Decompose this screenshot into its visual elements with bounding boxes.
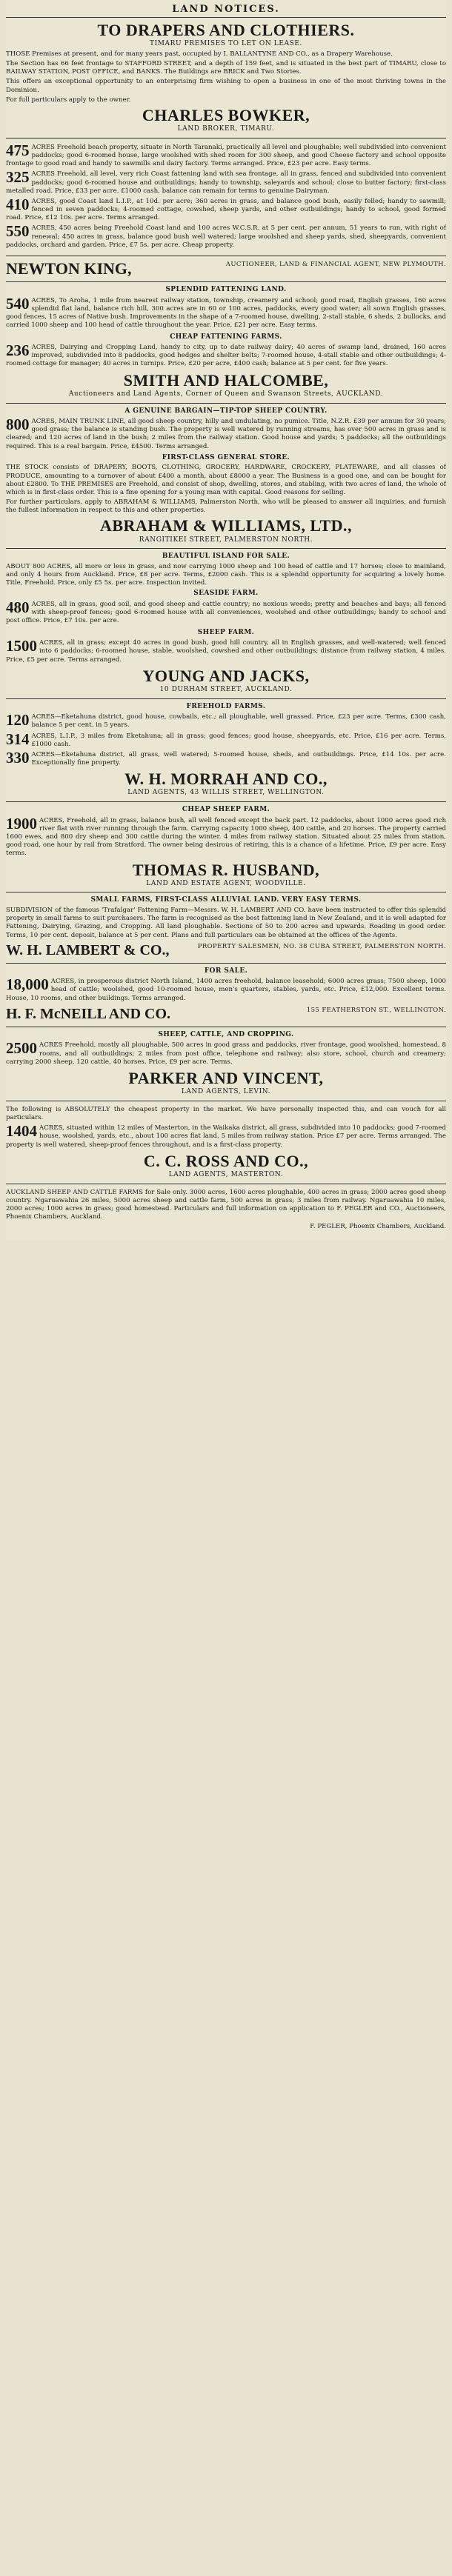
listing xyxy=(6,817,446,858)
listing-text: ACRES—Eketahuna district, all grass, well watered; 5-roomed house, sheds, and outbuildings. Price, £14 10s. per acre. Exceptionally fine property. xyxy=(31,750,446,767)
agent-name: W. H. MORRAH AND CO., xyxy=(124,770,328,789)
agent-address: PROPERTY SALESMEN, NO. 38 CUBA STREET, PALMERSTON NORTH. xyxy=(197,942,446,950)
listing-acres: 480 xyxy=(6,601,30,617)
ad-paragraph: SUBDIVISION of the famous 'Trafalgar' Fattening Farm—Messrs. W. H. LAMBERT AND CO. have been instructed to offer this splendid property in small farms to suit purchasers. The farm is recognised as the best fattening land in New Zealand, and it is well adapted for Fattening, Dairying, Grazing, and Cropping. All land ploughable. Sections of 50 to 200 acres and upwards. Roading in good order. Terms, 10 per cent. deposit, balance at 5 per cent. Plans and full particulars can be obtained at the offices of the Agents. xyxy=(6,907,446,939)
agent-row xyxy=(6,259,446,278)
listing-acres: 800 xyxy=(6,418,30,434)
agent-name: CHARLES BOWKER, xyxy=(142,105,310,124)
agent-name: C. C. ROSS AND CO., xyxy=(143,1151,309,1170)
ad-paragraph: AUCKLAND SHEEP AND CATTLE FARMS for Sale only. 3000 acres, 1600 acres ploughable, 400 acres in grass; 2000 acres good sheep country. Ngaruawahia 26 miles, 5000 acres sheep and cattle farm, 500 acres in grass; 3 miles from railway. Ngaruawahia 10 miles, 2000 acres; 1000 acres in grass; good homestead. Particulars and full information on application to F. PEGLER and CO., Auctioneers, Phoenix Chambers, Auckland. xyxy=(6,1188,446,1221)
ad-paragraph: For full particulars apply to the owner. xyxy=(6,96,131,104)
listing xyxy=(6,297,446,330)
ad-heading: FREEHOLD FARMS. xyxy=(186,702,266,710)
agent-row xyxy=(6,941,446,959)
listing-text: ACRES, Dairying and Cropping Land, handy to city, up to date railway dairy; 40 acres of swamp land, drained, 160 acres improved, subdivided into 8 paddocks, good hedges and shelter belts; 7-roomed house, 4-stall stable and other outbuildings; 4-roomed cottage for manager; 40 acres in turnips. Price, £20 per acre, £400 cash; balance at 5 per cent. for five years. xyxy=(6,344,446,368)
ad-heading: SMALL FARMS, FIRST-CLASS ALLUVIAL LAND. VERY EASY TERMS. xyxy=(90,896,362,904)
listing xyxy=(6,344,446,369)
listing xyxy=(6,639,446,664)
listing xyxy=(6,198,446,223)
listing-text: ACRES—Eketahuna district, good house, cowbails, etc.; all ploughable, well grassed. Price, £23 per acre. Terms, £300 cash, balance 5 per cent. in 5 years. xyxy=(31,713,446,730)
listing xyxy=(6,978,446,1003)
listing-acres: 314 xyxy=(6,732,30,748)
ad-morrah xyxy=(6,699,446,803)
ad-newton-king xyxy=(6,256,446,404)
ad-heading: FIRST-CLASS GENERAL STORE. xyxy=(162,453,290,461)
ad-ross xyxy=(6,1101,446,1184)
listing-acres: 1900 xyxy=(6,816,37,832)
ad-title: TO DRAPERS AND CLOTHIERS. xyxy=(97,21,355,39)
divider xyxy=(6,281,446,282)
ad-mcneill xyxy=(6,964,446,1027)
agent-address: 155 FEATHERSTON ST., WELLINGTON. xyxy=(306,1006,446,1014)
listing xyxy=(6,144,446,169)
agent-name: NEWTON KING, xyxy=(6,258,132,278)
listing-acres: 1404 xyxy=(6,1124,37,1141)
listing-text: ACRES, 450 acres being Freehold Coast land and 100 acres W.C.S.R. at 5 per cent. per annum, 51 years to run, with right of renewal; 450 acres in grass, balance good bush well watered; large woolshed and sheep yards, shed, sheepyards, convenient paddocks, orchard and garden. Price, £7 5s. per acre. Cheap property. xyxy=(6,224,446,249)
ad-heading: CHEAP FATTENING FARMS. xyxy=(170,333,282,341)
ad-heading: FOR SALE. xyxy=(204,967,248,975)
listing xyxy=(6,224,446,250)
listing-text: ACRES, MAIN TRUNK LINE, all good sheep country, hilly and undulating, no pumice. Title, N.Z.R. £39 per annum for 30 years; good grass; the balance is standing bush. The property is well watered by running streams, has over 500 acres in grass and is cleared; and 120 acres of land in the bush; 2 miles from the railway station. Good house and yards; 5 paddocks; all the outbuildings required. This is a real bargain. Price, £4500. Terms arranged. xyxy=(6,418,446,450)
ad-paragraph: This offers an exceptional opportunity to an enterprising firm wishing to open a business in one of the most thriving towns in the Dominion. xyxy=(6,78,446,94)
listing-text: ACRES, Freehold, all in grass, balance bush, all well fenced except the back part. 12 paddocks, about 1000 acres good rich river flat with river running through the farm. Carrying capacity 1000 sheep, 400 cattle, and 20 horses. The property carried 1600 ewes, and 800 dry sheep and 300 cattle during the winter. 4 miles from railway station. Situated about 25 miles from station, good road, one hour by rail from Stratford. The owner being desirous of retiring, this is a chance of a lifetime. Price, £9 per acre. Easy terms. xyxy=(6,816,446,858)
listing-text: ACRES, in prosperous district North Island, 1400 acres freehold, balance leasehold; 6000 acres grass; 7500 sheep, 1000 head of cattle; woolshed, good 10-roomed house, men's quarters, stables, yards, etc. Price, £12,000. Excellent terms. House, 10 rooms, and other buildings. Terms arranged. xyxy=(6,978,446,1002)
ad-heading: SEASIDE FARM. xyxy=(193,590,259,598)
listing-acres: 120 xyxy=(6,713,30,730)
ad-young-jacks xyxy=(6,549,446,698)
listing-acres: 550 xyxy=(6,224,30,241)
listing-acres: 540 xyxy=(6,296,30,313)
listing xyxy=(6,601,446,626)
agent-name: YOUNG AND JACKS, xyxy=(142,666,310,685)
listing-acres: 2500 xyxy=(6,1041,37,1058)
listing-acres: 330 xyxy=(6,750,30,767)
listing xyxy=(6,1041,446,1067)
listing xyxy=(6,733,446,749)
listing xyxy=(6,713,446,730)
listing-text: ACRES, all in grass, good soil, and good sheep and cattle country; no noxious weeds; pretty and beaches and bays; all fenced with sheep-proof fences; good 6-roomed house with all conveniences, woolshed and other outbuildings; handy to school and post office. Price, £7 10s. per acre. xyxy=(6,601,446,625)
agent-address: LAND AGENTS, MASTERTON. xyxy=(168,1170,284,1178)
listing xyxy=(6,170,446,196)
ad-heading: BEAUTIFUL ISLAND FOR SALE. xyxy=(162,553,290,561)
agent-name: ABRAHAM & WILLIAMS, LTD., xyxy=(99,516,353,535)
listing-acres: 410 xyxy=(6,197,30,213)
section-header: LAND NOTICES. xyxy=(6,3,446,18)
ad-drapers xyxy=(6,18,446,139)
ad-paragraph: The following is ABSOLUTELY the cheapest property in the market. We have personally inspected this, and can vouch for all particulars. xyxy=(6,1105,446,1121)
agent-address: RANGITIKEI STREET, PALMERSTON NORTH. xyxy=(139,535,313,544)
agent-row xyxy=(6,1005,446,1023)
listing-text: ACRES, all in grass; except 40 acres in good bush, good hill country, all in English grasses, and well-watered; well fenced into 6 paddocks; 6-roomed house, stable, woolshed, cowshed and other outbuildings; distance from railway station, 4 miles. Price, £5 per acre. Terms arranged. xyxy=(6,639,446,664)
listing-text: ACRES Freehold beach property, situate in North Taranaki, practically all level and ploughable; well subdivided into convenient paddocks; good 6-roomed house, large woolshed with shed room for 300 sheep, and good Cheese factory and school opposite frontage to good road and handy to sawmills and dairy factory. Terms arranged. Price, £23 per acre. Easy terms. xyxy=(6,143,446,168)
ad-lambert xyxy=(6,892,446,963)
agent-name: THOMAS R. HUSBAND, xyxy=(132,860,320,879)
ad-heading: A GENUINE BARGAIN—TIP-TOP SHEEP COUNTRY. xyxy=(124,407,328,415)
ad-heading: SPLENDID FATTENING LAND. xyxy=(165,286,287,294)
ad-paragraph: ABOUT 800 ACRES, all more or less in grass, and now carrying 1000 sheep and 100 head of cattle and 17 horses; close to mainland, and only 4 hours from Auckland. Price, £8 per acre. Terms, £2000 cash. This is a splendid opportunity for acquiring a lovely home. Title, Freehold. Price, only £5 5s. per acre. Inspection invited. xyxy=(6,562,446,587)
listing-acres: 325 xyxy=(6,170,30,187)
ad-heading: SHEEP FARM. xyxy=(197,628,255,636)
agent-name: SMITH AND HALCOMBE, xyxy=(123,370,329,390)
listing xyxy=(6,418,446,451)
ad-paragraph: For further particulars, apply to ABRAHAM & WILLIAMS, Palmerston North, who will be pleased to answer all inquiries, and furnish the fullest information in respect to this and other properties. xyxy=(6,498,446,515)
agent-address: AUCTIONEER, LAND & FINANCIAL AGENT, NEW PLYMOUTH. xyxy=(225,260,446,268)
agent-address: LAND AGENTS, LEVIN. xyxy=(181,1088,271,1096)
listing-text: ACRES, To Aroha, 1 mile from nearest railway station, township, creamery and school; good road, English grasses, 160 acres splendid flat land, balance rich hill, 300 acres are in 60 or 100 acres, paddocks, every good water; all sown English grasses, good fences, 15 acres of Native bush. Improvements in the shape of a 7-roomed house, dwelling, 2-stall stable, 6 sheds, 2 bullocks, and carried 1000 sheep and 100 head of cattle throughout the year. Price, £21 per acre. Easy terms. xyxy=(6,296,446,330)
agent-address: LAND AND ESTATE AGENT, WOODVILLE. xyxy=(146,879,306,887)
listing-text: ACRES Freehold, mostly all ploughable, 500 acres in good grass and paddocks, river frontage, good woolshed, homestead, 8 rooms, and all outbuildings; 2 miles from post office, telephone and railway; also store, school, church and creamery; carrying 2000 sheep, 120 cattle, 40 horses. Price, £9 per acre. Terms. xyxy=(6,1041,446,1066)
ad-parker-vincent xyxy=(6,1027,446,1101)
ad-heading: CHEAP SHEEP FARM. xyxy=(182,806,270,814)
agent-name: H. F. McNEILL AND CO. xyxy=(6,1005,171,1022)
ad-paragraph: THOSE Premises at present, and for many years past, occupied by I. BALLANTYNE AND CO., as a Drapery Warehouse. xyxy=(6,50,393,58)
ad-auckland-farms xyxy=(6,1184,446,1235)
listing-acres: 18,000 xyxy=(6,978,49,994)
agent-name: PARKER AND VINCENT, xyxy=(128,1068,324,1087)
listing xyxy=(6,1124,446,1149)
ad-heading: SHEEP, CATTLE, AND CROPPING. xyxy=(158,1030,294,1038)
agent-name: W. H. LAMBERT & CO., xyxy=(6,941,170,958)
ad-signature: F. PEGLER, Phoenix Chambers, Auckland. xyxy=(310,1223,446,1231)
listing-acres: 1500 xyxy=(6,639,37,655)
listing-text: ACRES, good Coast land L.I.P., at 10d. per acre; 360 acres in grass, and balance good bush, easily felled; handy to sawmill; fenced in seven paddocks; 4-roomed cottage, cowshed, sheep yards, and other outbuildings; handy to school, good formed road. Price, £12 10s. per acre. Terms arranged. xyxy=(6,197,446,222)
ad-paragraph: THE STOCK consists of DRAPERY, BOOTS, CLOTHING, GROCERY, HARDWARE, CROCKERY, PLATEWARE, and all classes of PRODUCE, amounting to a turnover of about £400 a month, about £8000 a year. The Business is a good one, and can be bought for about £2800. To THE PREMISES are Freehold, and consist of shop, dwelling, stores, and stabling, with two acres of land, the whole of which is in first-class order. This is a fine opening for a young man with capital. Good reasons for selling. xyxy=(6,464,446,496)
ad-abraham-williams xyxy=(6,404,446,550)
listing-acres: 475 xyxy=(6,143,30,159)
ad-husband xyxy=(6,802,446,892)
listing-acres: 236 xyxy=(6,344,30,360)
ad-subtitle: TIMARU PREMISES TO LET ON LEASE. xyxy=(149,40,303,48)
listing xyxy=(6,751,446,767)
listing-text: ACRES Freehold, all level, very rich Coast fattening land with sea frontage, all in grass, fenced and subdivided into convenient paddocks; good 6-roomed house and outbuildings; handy to township, saleyards and school; close to butter factory; first-class metalled road. Price, £33 per acre. £1000 cash, balance can remain for terms to genuine Dairyman. xyxy=(6,170,446,195)
agent-address: 10 DURHAM STREET, AUCKLAND. xyxy=(159,685,293,693)
listing-text: ACRES, situated within 12 miles of Masterton, in the Waikaka district, all grass, subdivided into 10 paddocks; good 7-roomed house, woolshed, yards, etc., about 100 acres flat land, 5 miles from railway station. Price £7 per acre. Terms arranged. The property is well watered, sheep-proof fences throughout, and is a first-class property. xyxy=(6,1124,446,1149)
agent-address: LAND BROKER, TIMARU. xyxy=(177,125,275,133)
land-notices-page xyxy=(6,0,446,1240)
ad-bowker-listings xyxy=(6,139,446,256)
ad-paragraph: The Section has 66 feet frontage to STAFFORD STREET, and a depth of 159 feet, and is situated in the best part of TIMARU, close to RAILWAY STATION, POST OFFICE, and BANKS. The Buildings are BRICK and Two Stories. xyxy=(6,60,446,76)
listing-text: ACRES, L.I.P., 3 miles from Eketahuna; all in grass; good fences; good house, sheepyards, etc. Price, £16 per acre. Terms, £1000 cash. xyxy=(31,732,446,748)
agent-address: Auctioneers and Land Agents, Corner of Queen and Swanson Streets, AUCKLAND. xyxy=(68,390,384,398)
agent-address: LAND AGENTS, 43 WILLIS STREET, WELLINGTON. xyxy=(127,789,325,797)
